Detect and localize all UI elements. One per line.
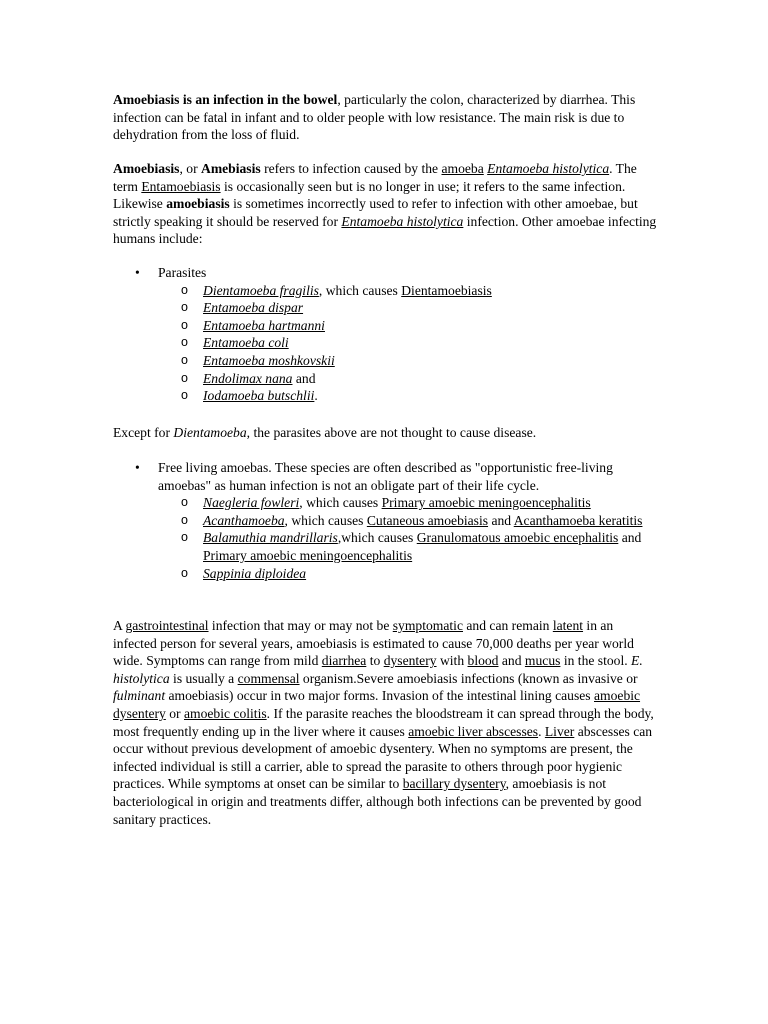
free-living-list	[113, 459, 658, 582]
link-naegleria-fowleri[interactable]: Naegleria fowleri	[203, 495, 300, 511]
text: abscesses can occur without previous development of amoebic dysentery. When no symptoms are present, the infected individual is still a carrier, able to spread the parasite to others through poor hygienic practices. While symptoms at onset can be similar to	[113, 723, 653, 792]
list-item	[158, 317, 658, 335]
link-amoebic-dysentery[interactable]: amoebic dysentery	[113, 688, 641, 721]
list-item-parasites	[113, 264, 658, 405]
circle-bullet-icon: o	[181, 300, 188, 315]
circle-bullet-icon: o	[181, 495, 188, 510]
list-item	[158, 565, 658, 583]
circle-bullet-icon: o	[181, 370, 188, 385]
parasites-list	[113, 264, 658, 405]
link-primary-amoebic-meningoencephalitis-2[interactable]: Primary amoebic meningoencephalitis	[203, 547, 413, 563]
paragraph-definition	[113, 160, 658, 248]
free-living-sublist	[158, 494, 658, 582]
link-acanthamoeba-keratitis[interactable]: Acanthamoeba keratitis	[513, 512, 643, 528]
link-latent[interactable]: latent	[552, 618, 584, 633]
list-label: Parasites	[158, 265, 207, 280]
link-sappinia-diploidea[interactable]: Sappinia diploidea	[203, 565, 307, 581]
text: amoebiasis) occur in two major forms. Invasion of the intestinal lining causes	[165, 688, 594, 704]
text: and	[498, 653, 525, 669]
term-dientamoeba: Dientamoeba	[173, 425, 247, 440]
list-item	[158, 387, 658, 405]
list-item	[158, 352, 658, 370]
list-item	[158, 494, 658, 512]
circle-bullet-icon: o	[181, 512, 188, 527]
paragraph-except	[113, 424, 658, 442]
list-item	[158, 299, 658, 317]
text: Except for	[113, 425, 174, 440]
link-commensal[interactable]: commensal	[237, 670, 300, 686]
link-balamuthia-mandrillaris[interactable]: Balamuthia mandrillaris	[203, 530, 338, 546]
link-granulomatous-amoebic-encephalitis[interactable]: Granulomatous amoebic encephalitis	[416, 530, 619, 546]
text: infection that may or may not be	[208, 618, 393, 633]
circle-bullet-icon: o	[181, 282, 188, 297]
term-e-histolytica: E. histolytica	[113, 653, 643, 686]
link-entamoeba-coli[interactable]: Entamoeba coli	[203, 335, 289, 351]
bullet-icon: •	[135, 460, 140, 475]
link-entamoebiasis[interactable]: Entamoebiasis	[141, 178, 221, 194]
link-amoebic-colitis[interactable]: amoebic colitis	[183, 705, 267, 721]
list-item	[158, 370, 658, 388]
circle-bullet-icon: o	[181, 388, 188, 403]
text: refers to infection caused by the	[260, 161, 442, 176]
text: , which causes	[284, 512, 367, 528]
list-item	[158, 282, 658, 300]
link-mucus[interactable]: mucus	[524, 653, 561, 669]
list-item	[158, 334, 658, 352]
text: , or	[179, 161, 201, 176]
list-item	[158, 512, 658, 530]
bullet-icon: •	[135, 265, 140, 280]
intro-text: , particularly the colon, characterized by diarrhea. This infection can be fatal in infant and to older people with low resistance. The main risk is due to dehydration from the loss of fluid.	[113, 92, 636, 143]
circle-bullet-icon: o	[181, 530, 188, 545]
text: .	[538, 723, 545, 739]
list-item-free-living	[113, 459, 658, 582]
text: . The term	[113, 161, 637, 194]
text: to	[366, 653, 384, 669]
text: or	[165, 705, 184, 721]
text: , which causes	[318, 282, 402, 298]
text: , which causes	[299, 495, 382, 511]
link-liver[interactable]: Liver	[544, 723, 575, 739]
circle-bullet-icon: o	[181, 352, 188, 367]
list-label: Free living amoebas. These species are often described as "opportunistic free-living amoebas" as human infection is not an obligate part of their life cycle.	[158, 460, 613, 493]
text: and	[618, 530, 642, 546]
term-amebiasis: Amebiasis	[201, 161, 261, 176]
text: .	[314, 388, 318, 404]
circle-bullet-icon: o	[181, 335, 188, 350]
text: A	[113, 618, 126, 633]
paragraph-intro	[113, 91, 658, 144]
text: and can remain	[463, 618, 553, 633]
link-dysentery[interactable]: dysentery	[383, 653, 437, 669]
circle-bullet-icon: o	[181, 317, 188, 332]
link-gastrointestinal[interactable]: gastrointestinal	[125, 618, 209, 633]
text: . If the parasite reaches the bloodstream it can spread through the body, most frequently ending up in the liver where it causes	[113, 705, 654, 739]
link-entamoeba-dispar[interactable]: Entamoeba dispar	[203, 300, 304, 316]
list-item	[158, 529, 658, 564]
circle-bullet-icon: o	[181, 565, 188, 580]
link-amoeba[interactable]: amoeba	[441, 161, 484, 176]
link-cutaneous-amoebiasis[interactable]: Cutaneous amoebiasis	[366, 512, 489, 528]
link-endolimax-nana[interactable]: Endolimax nana	[203, 370, 293, 386]
link-diarrhea[interactable]: diarrhea	[321, 653, 367, 669]
text: infection. Other amoebae infecting humans include:	[113, 213, 657, 247]
link-dientamoeba-fragilis[interactable]: Dientamoeba fragilis	[203, 282, 319, 298]
term-fulminant: fulminant	[113, 688, 166, 704]
text: , the parasites above are not thought to cause disease.	[246, 425, 537, 440]
intro-bold-phrase: Amoebiasis is an infection in the bowel	[113, 92, 338, 107]
text: , amoebiasis is not bacteriological in origin and treatments differ, although both infections can be prevented by good sanitary practices.	[113, 776, 642, 827]
term-amoebiasis-2: amoebiasis	[166, 196, 230, 212]
link-acanthamoeba[interactable]: Acanthamoeba	[203, 512, 285, 528]
text: and	[488, 512, 514, 528]
parasites-sublist	[158, 282, 658, 405]
link-symptomatic[interactable]: symptomatic	[392, 618, 463, 633]
text: in the stool.	[560, 653, 632, 669]
text: ,which causes	[337, 530, 417, 546]
link-iodamoeba-butschlii[interactable]: Iodamoeba butschlii	[203, 388, 315, 404]
link-entamoeba-moshkovskii[interactable]: Entamoeba moshkovskii	[203, 352, 335, 368]
link-primary-amoebic-meningoencephalitis[interactable]: Primary amoebic meningoencephalitis	[381, 495, 591, 511]
text: organism.Severe amoebiasis infections (known as invasive or	[299, 670, 638, 686]
paragraph-description	[113, 617, 658, 828]
text: is occasionally seen but is no longer in use; it refers to the same infection. Likewise	[113, 178, 626, 212]
text: is sometimes incorrectly used to refer to infection with other amoebae, but strictly speaking it should be reserved for	[113, 196, 638, 229]
link-dientamoebiasis[interactable]: Dientamoebiasis	[401, 282, 492, 298]
term-amoebiasis: Amoebiasis	[113, 161, 180, 176]
link-amoebic-liver-abscesses[interactable]: amoebic liver abscesses	[408, 723, 539, 739]
link-entamoeba-hartmanni[interactable]: Entamoeba hartmanni	[203, 317, 325, 333]
link-bacillary-dysentery[interactable]: bacillary dysentery	[402, 776, 506, 792]
text: in an infected person for several years, amoebiasis is estimated to cause 70,000 deaths per year world wide. Symptoms can range from mild	[113, 618, 634, 669]
link-entamoeba-histolytica-2[interactable]: Entamoeba histolytica	[341, 213, 464, 229]
text: is usually a	[169, 670, 238, 686]
link-blood[interactable]: blood	[467, 653, 499, 669]
text: and	[292, 370, 316, 386]
link-entamoeba-histolytica[interactable]: Entamoeba histolytica	[487, 161, 610, 176]
text: with	[436, 653, 468, 669]
